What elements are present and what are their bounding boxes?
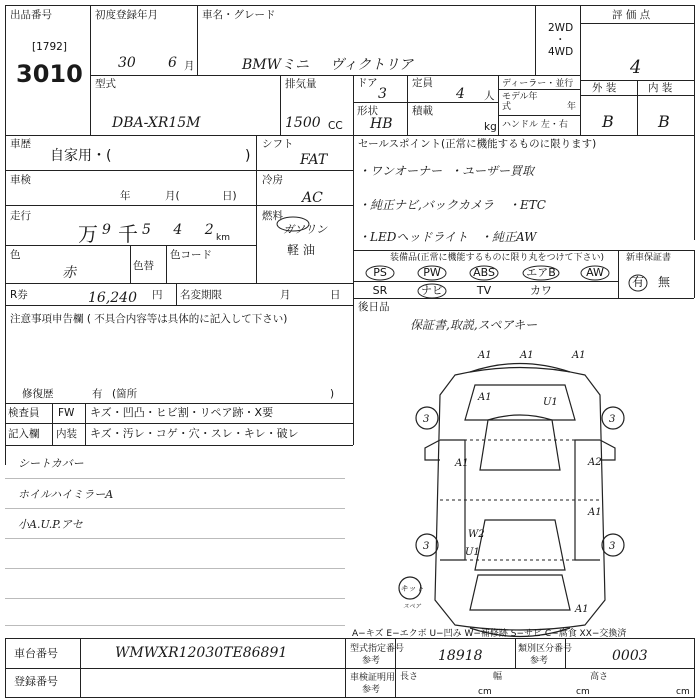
tire-fl: 3 <box>423 414 430 425</box>
inspector-label-2: 記入欄 <box>8 428 40 440</box>
fw-text: キズ・凹凸・ヒビ割・リペア跡・X要 <box>90 406 274 419</box>
damage-mark-9: U1 <box>465 547 480 558</box>
equip-title: 装備品(正常に機能するものに限り丸をつけて下さい) <box>390 253 605 263</box>
lot-label: 出品番号 <box>10 9 52 21</box>
car-label: 車名・グレード <box>202 9 276 21</box>
inspector-note-2: ホイルハイミラーA <box>18 488 114 501</box>
repair-close: ) <box>330 388 335 400</box>
sales-point-3: ・純正ナビ,バックカメラ <box>358 198 494 212</box>
equip-leather: カワ <box>530 284 552 297</box>
inspector-note-1: シートカバー <box>18 457 84 470</box>
grade: ヴィクトリア <box>330 57 414 73</box>
score: 4 <box>630 57 642 78</box>
mileage-rest: 5 4 2 <box>142 222 223 238</box>
equip-sr: SR <box>372 284 388 297</box>
repaint-label: 色替 <box>133 260 154 272</box>
repair-yes: 有 <box>92 388 103 400</box>
repair-label: 修復歴 <box>22 388 54 400</box>
score-label: 評 価 点 <box>612 9 651 21</box>
load-unit: kg <box>484 121 497 133</box>
inspect-month: 月( <box>165 190 180 202</box>
model-year-label: モデル年式 <box>502 92 538 112</box>
cc-value: 1500 <box>285 115 321 131</box>
fuel-diesel: 軽 油 <box>287 243 315 257</box>
mileage-man: 万 <box>78 222 98 246</box>
type-number: 18918 <box>438 648 483 664</box>
reg-month: 6 <box>168 55 177 71</box>
damage-mark-5: U1 <box>543 397 558 408</box>
int-label: 内 装 <box>648 82 673 94</box>
cap-label: 定員 <box>412 77 433 89</box>
tire-fr: 3 <box>609 414 616 425</box>
recycle-unit: 円 <box>152 289 163 301</box>
shape-label: 形状 <box>357 105 378 117</box>
mileage-sen: 千 <box>118 222 138 246</box>
cc-label: 排気量 <box>285 78 317 90</box>
length-label: 長さ <box>400 672 419 682</box>
warranty-label: 新車保証書 <box>626 253 672 263</box>
damage-mark-4: A1 <box>478 392 492 403</box>
sales-point-2: ・ユーザー買取 <box>450 164 535 178</box>
class-number: 0003 <box>612 648 648 664</box>
history: 自家用・( <box>50 148 112 164</box>
model: DBA-XR15M <box>112 115 201 131</box>
sales-point-5: ・LEDヘッドライト <box>358 230 468 244</box>
inspector-label-1: 検査員 <box>8 407 40 419</box>
fuel-gas: ガソリン <box>283 223 327 236</box>
damage-mark-11: A1 <box>575 604 589 615</box>
chassis-label: 車台番号 <box>14 647 58 660</box>
recycle: 16,240 <box>88 290 137 306</box>
equip-navi: ナビ <box>421 284 443 297</box>
sales-point-1: ・ワンオーナー <box>358 164 443 178</box>
recycle-label: R券 <box>10 289 28 301</box>
drive-dot: ・ <box>555 34 566 46</box>
door: 3 <box>378 86 387 102</box>
mileage-label: 走行 <box>10 210 31 222</box>
cap: 4 <box>456 86 465 102</box>
fuel-label: 燃料 <box>262 210 283 222</box>
equip-tv: TV <box>476 284 492 297</box>
namechange-label: 名変期限 <box>180 289 222 301</box>
load-label: 積載 <box>412 105 433 117</box>
history-close: ) <box>245 148 251 164</box>
equip-ps: PS <box>373 266 387 279</box>
damage-mark-7: A1 <box>455 458 469 469</box>
ext-grade: B <box>602 112 614 131</box>
cap-unit: 人 <box>484 90 495 102</box>
chassis-number: WMWXR12030TE86891 <box>115 645 288 661</box>
width-unit: cm <box>576 687 590 697</box>
length-unit: cm <box>478 687 492 697</box>
tire-rr: 3 <box>609 541 616 552</box>
height-unit: cm <box>676 687 690 697</box>
ac-label: 冷房 <box>262 174 283 186</box>
equip-abs: ABS <box>473 266 495 279</box>
namechange-month: 月 <box>280 289 291 301</box>
fw-label: FW <box>58 407 75 419</box>
door-label: ドア <box>357 77 378 89</box>
damage-mark-6: A2 <box>588 457 602 468</box>
lot-sub: [1792] <box>32 41 67 53</box>
reg-label: 初度登録年月 <box>95 9 158 21</box>
damage-mark-3: A1 <box>572 350 586 361</box>
equip-aw: AW <box>586 266 604 279</box>
equip-pw: PW <box>423 266 441 279</box>
shape: HB <box>370 116 393 132</box>
warranty-no: 無 <box>658 275 671 289</box>
reg-month-unit: 月 <box>184 60 195 72</box>
colorcode-label: 色コード <box>170 249 212 261</box>
later-label: 後日品 <box>358 301 390 313</box>
notes-label: 注意事項申告欄 ( 不具合内容等は具体的に記入して下さい) <box>10 313 288 325</box>
damage-mark-10: A1 <box>588 507 602 518</box>
reg-year: 30 <box>118 55 136 71</box>
damage-mark-2: A1 <box>520 350 534 361</box>
int-grade: B <box>658 112 670 131</box>
year-unit: 年 <box>567 102 577 112</box>
damage-mark-1: A1 <box>478 350 492 361</box>
inspect-year: 年 <box>120 190 131 202</box>
reg-number-label: 登録番号 <box>14 675 58 688</box>
interior-text: キズ・汚レ・コゲ・穴・スレ・キレ・破レ <box>90 427 299 440</box>
inspect-label: 車検 <box>10 174 31 186</box>
lot-number: 3010 <box>16 60 83 88</box>
warranty-yes: 有 <box>632 275 645 289</box>
spec-label: 車検証明用 <box>350 673 396 683</box>
car-name: BMWミニ <box>242 57 310 73</box>
spare-label: キット <box>400 584 424 593</box>
drive-2wd: 2WD <box>548 22 574 34</box>
height-label: 高さ <box>590 672 609 682</box>
class-label: 類別区分番号 <box>518 644 573 654</box>
inspect-day: 日) <box>222 190 237 202</box>
color-label: 色 <box>10 249 21 261</box>
repair-part: (箇所 <box>112 388 138 400</box>
type-sub: 参考 <box>362 656 381 666</box>
type-label: 型式指定番号 <box>350 644 405 654</box>
damage-legend: A−キズ E−エクボ U−凹み W−補修跡 S−サビ C−腐食 XX−交換済 <box>352 629 627 639</box>
spec-sub: 参考 <box>362 685 381 695</box>
inspector-note-3: 小A.U.P.アセ <box>18 518 83 531</box>
mileage-unit: km <box>216 233 230 243</box>
later-items: 保証書,取説,スペアキー <box>410 318 538 332</box>
color: 赤 <box>62 265 76 281</box>
cc-unit: CC <box>328 120 343 132</box>
class-sub: 参考 <box>530 656 549 666</box>
shift-label: シフト <box>262 138 294 150</box>
mileage-9: 9 <box>102 222 111 238</box>
ext-label: 外 装 <box>592 82 617 94</box>
width-label: 幅 <box>493 672 503 682</box>
drive-4wd: 4WD <box>548 46 574 58</box>
history-label: 車歴 <box>10 138 31 150</box>
interior-label: 内装 <box>56 428 77 440</box>
shift: FAT <box>300 152 328 168</box>
sales-title: セールスポイント(正常に機能するものに限ります) <box>358 138 597 150</box>
namechange-day: 日 <box>330 289 341 301</box>
handle-label: ハンドル 左・右 <box>502 120 568 130</box>
spare-sub: スペア <box>403 603 422 610</box>
equip-airbag: エアB <box>526 266 556 279</box>
sales-point-6: ・純正AW <box>480 230 537 244</box>
tire-rl: 3 <box>423 541 430 552</box>
dealer-label: ディーラー・並行 <box>502 79 574 89</box>
model-label: 型式 <box>95 78 116 90</box>
damage-mark-8: W2 <box>468 529 485 540</box>
sales-point-4: ・ETC <box>508 198 546 212</box>
ac: AC <box>302 190 323 206</box>
